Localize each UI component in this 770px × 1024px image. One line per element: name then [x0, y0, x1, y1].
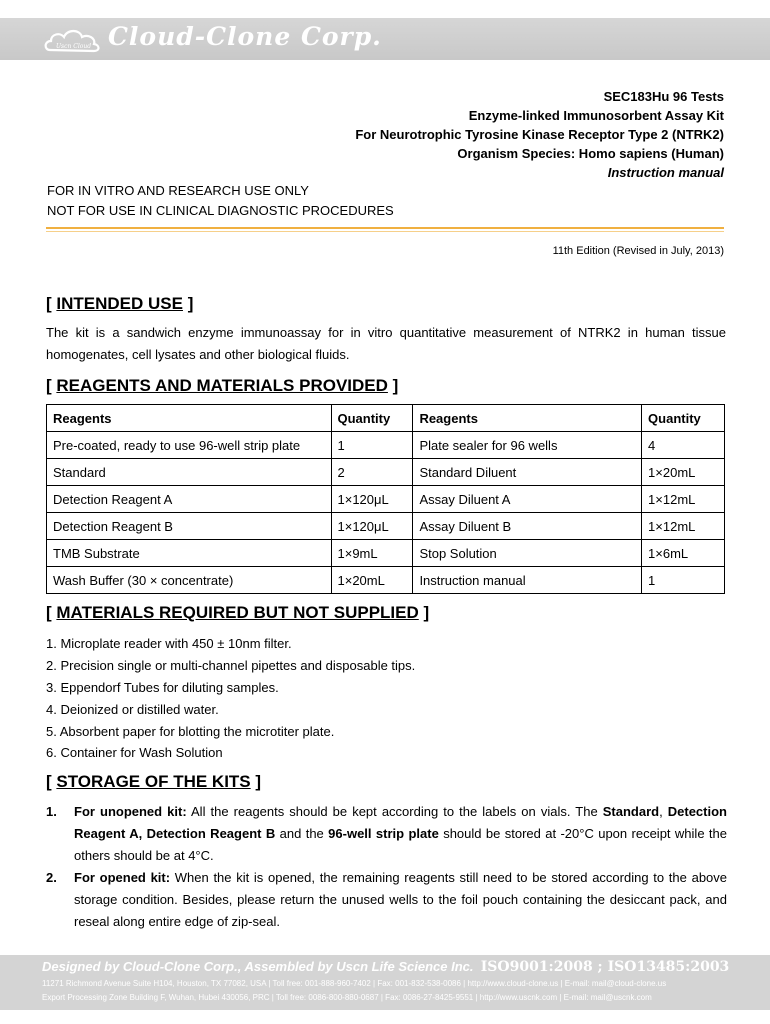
table-cell: Pre-coated, ready to use 96-well strip plate	[47, 432, 332, 459]
column-header: Reagents	[47, 405, 332, 432]
table-cell: 1×120μL	[331, 513, 413, 540]
table-cell: Standard Diluent	[413, 459, 642, 486]
list-item: 4. Deionized or distilled water.	[46, 702, 219, 717]
column-header: Reagents	[413, 405, 642, 432]
catalog-number: SEC183Hu 96 Tests	[603, 89, 724, 104]
section-heading-reagents: [ REAGENTS AND MATERIALS PROVIDED ]	[46, 376, 399, 395]
table-cell: 1×12mL	[642, 513, 725, 540]
table-cell: 1	[642, 567, 725, 594]
table-cell: 1×20mL	[642, 459, 725, 486]
list-item: 3. Eppendorf Tubes for diluting samples.	[46, 680, 279, 695]
table-cell: Stop Solution	[413, 540, 642, 567]
table-row	[47, 513, 725, 540]
table-cell: Assay Diluent B	[413, 513, 642, 540]
table-cell: Detection Reagent A	[47, 486, 332, 513]
table-row	[47, 459, 725, 486]
section-heading-intended-use: [ INTENDED USE ]	[46, 294, 194, 313]
table-cell: 1×20mL	[331, 567, 413, 594]
column-header: Quantity	[331, 405, 413, 432]
table-cell: Standard	[47, 459, 332, 486]
table-cell: 4	[642, 432, 725, 459]
kit-type: Enzyme-linked Immunosorbent Assay Kit	[468, 108, 724, 123]
reagents-table	[46, 404, 725, 594]
table-cell: 1×6mL	[642, 540, 725, 567]
organism-species: Organism Species: Homo sapiens (Human)	[457, 146, 724, 161]
table-cell: Assay Diluent A	[413, 486, 642, 513]
svg-text:Uscn Cloud: Uscn Cloud	[56, 43, 92, 50]
table-cell: 1	[331, 432, 413, 459]
footer-prc-address: Export Processing Zone Building F, Wuhan, Hubei 430056, PRC | Toll free: 0086-800-880-0687 | Fax: 0086-27-8425-9551 | http://www.uscnk.com | E-mail: mail@uscnk.com	[42, 993, 652, 1002]
edition-note: 11th Edition (Revised in July, 2013)	[552, 245, 724, 257]
table-row	[47, 486, 725, 513]
footer-credits: Designed by Cloud-Clone Corp., Assembled by Uscn Life Science Inc. ISO9001:2008 ; ISO13485:2003	[42, 959, 730, 975]
storage-item-unopened: 1. For unopened kit: All the reagents should be kept according to the labels on vials. The Standard, Detection Reagent A, Detection Reagent B and the 96-well strip plate should be stored at -20°C upon receipt while the others should be at 4°C.	[46, 804, 728, 863]
divider	[46, 231, 724, 232]
section-heading-storage: [ STORAGE OF THE KITS ]	[46, 772, 262, 791]
table-cell: 1×12mL	[642, 486, 725, 513]
table-cell: 1×9mL	[331, 540, 413, 567]
section-heading-materials: [ MATERIALS REQUIRED BUT NOT SUPPLIED ]	[46, 603, 430, 622]
table-row	[47, 567, 725, 594]
document-type: Instruction manual	[607, 165, 724, 180]
company-banner	[0, 18, 770, 60]
table-cell: TMB Substrate	[47, 540, 332, 567]
intended-use-text: The kit is a sandwich enzyme immunoassay for in vitro quantitative measurement of NTRK2 in human tissue homogenates, cell lysates and other biological fluids.	[46, 325, 726, 362]
divider	[46, 227, 724, 229]
list-item: 2. Precision single or multi-channel pipettes and disposable tips.	[46, 658, 416, 673]
list-item: 1. Microplate reader with 450 ± 10nm filter.	[46, 636, 292, 651]
table-row	[47, 432, 725, 459]
table-cell: Plate sealer for 96 wells	[413, 432, 642, 459]
storage-item-opened: 2. For opened kit: When the kit is opened, the remaining reagents still need to be stored according to the above storage condition. Besides, please return the unused wells to the foil pouch containing the desiccant pack, and reseal along entire edge of zip-seal.	[46, 870, 728, 929]
column-header: Quantity	[642, 405, 725, 432]
table-row	[47, 540, 725, 567]
footer-us-address: 11271 Richmond Avenue Suite H104, Houston, TX 77082, USA | Toll free: 001-888-960-7402 | Fax: 001-832-538-0086 | http://www.cloud-clone.us | E-mail: mail@cloud-clone.us	[42, 979, 667, 988]
clinical-use-notice: NOT FOR USE IN CLINICAL DIAGNOSTIC PROCEDURES	[47, 203, 394, 218]
list-item: 6. Container for Wash Solution	[46, 745, 223, 760]
list-item: 5. Absorbent paper for blotting the microtiter plate.	[46, 724, 335, 739]
table-header-row	[47, 405, 725, 432]
table-cell: Instruction manual	[413, 567, 642, 594]
table-cell: Detection Reagent B	[47, 513, 332, 540]
company-name: Cloud-Clone Corp.	[108, 22, 382, 51]
table-cell: 2	[331, 459, 413, 486]
research-use-notice: FOR IN VITRO AND RESEARCH USE ONLY	[47, 183, 309, 198]
table-cell: Wash Buffer (30 × concentrate)	[47, 567, 332, 594]
target-name: For Neurotrophic Tyrosine Kinase Receptor Type 2 (NTRK2)	[355, 127, 724, 142]
footer	[0, 955, 770, 1010]
cloud-logo-icon	[42, 24, 104, 56]
table-cell: 1×120μL	[331, 486, 413, 513]
